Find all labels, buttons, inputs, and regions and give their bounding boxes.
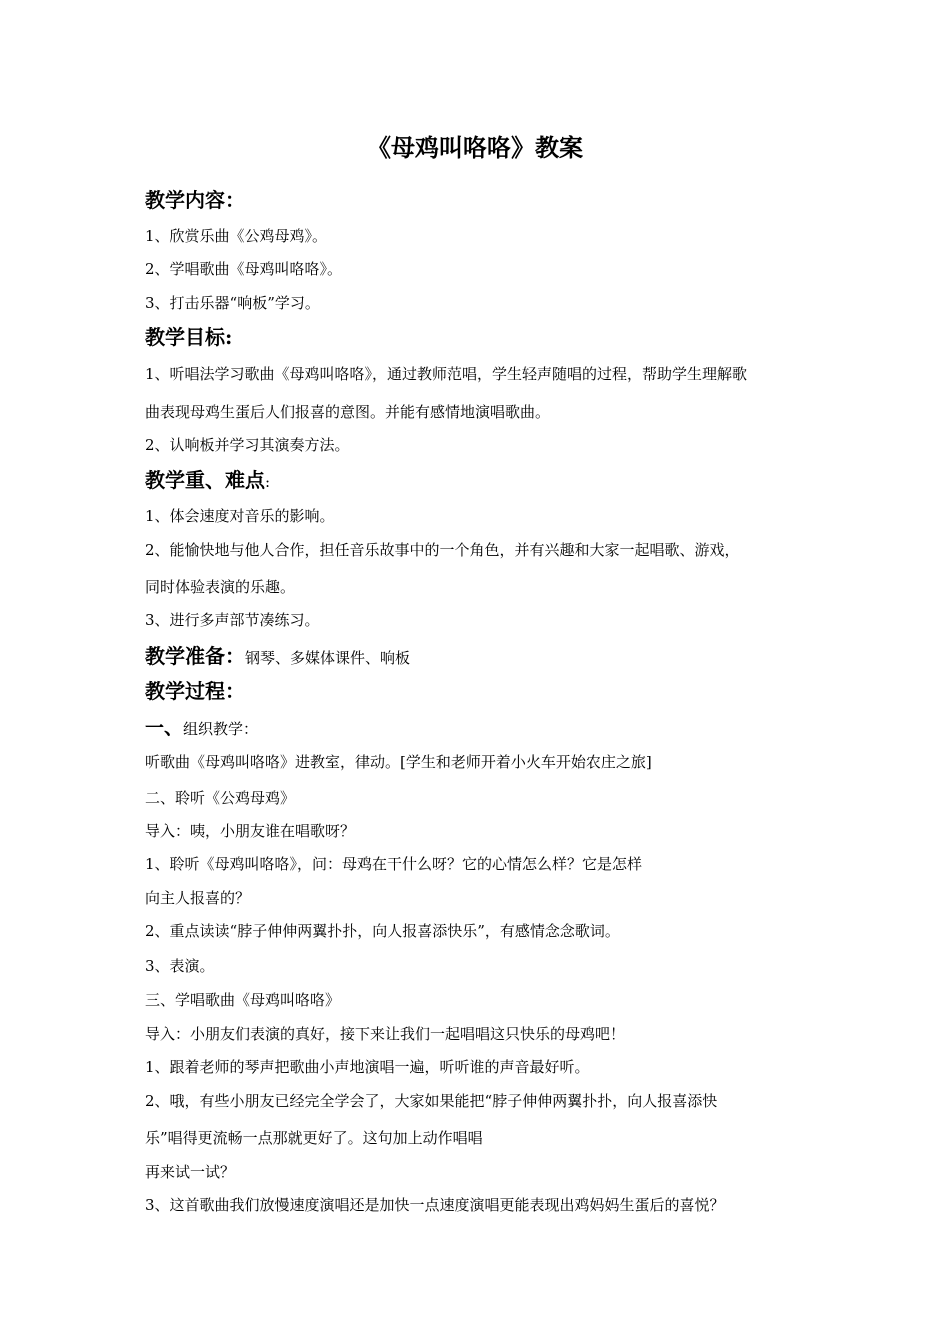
process-line: 3、这首歌曲我们放慢速度演唱还是加快一点速度演唱更能表现出鸡妈妈生蛋后的喜悦？ — [145, 1196, 725, 1214]
goal-line: 曲表现母鸡生蛋后人们报喜的意图。并能有感情地演唱歌曲。 — [145, 403, 551, 421]
process-line: 向主人报喜的？ — [145, 889, 251, 907]
key-point-line: 1、体会速度对音乐的影响。 — [145, 507, 335, 525]
process-line: 3、表演。 — [145, 957, 215, 975]
heading-teaching-goals: 教学目标: — [145, 325, 233, 349]
document-title: 《母鸡叫咯咯》教案 — [367, 133, 583, 162]
step-1-mark: 一、 — [145, 717, 184, 739]
heading-teaching-process: 教学过程： — [145, 679, 245, 703]
process-line: 再来试一试？ — [145, 1163, 236, 1181]
process-line: 二、聆听《公鸡母鸡》 — [145, 789, 296, 807]
process-line: 三、学唱歌曲《母鸡叫咯咯》 — [145, 991, 341, 1009]
heading-teaching-content: 教学内容： — [145, 188, 245, 212]
goal-line: 1、听唱法学习歌曲《母鸡叫咯咯》，通过教师范唱，学生轻声随唱的过程，帮助学生理解歌 — [145, 365, 748, 383]
preparation-text: 钢琴、多媒体课件、响板 — [245, 649, 411, 667]
process-line: 2、重点读读“脖子伸伸两翼扑扑，向人报喜添快乐”，有感情念念歌词。 — [145, 922, 620, 940]
key-points-heading-colon: : — [265, 473, 271, 491]
heading-preparation: 教学准备： — [145, 644, 245, 668]
process-line: 1、跟着老师的琴声把歌曲小声地演唱一遍，听听谁的声音最好听。 — [145, 1058, 590, 1076]
content-item: 3、打击乐器“响板”学习。 — [145, 294, 320, 312]
process-line: 1、聆听《母鸡叫咯咯》，问：母鸡在干什么呀？它的心情怎么样？它是怎样 — [145, 855, 643, 873]
content-item: 1、欣赏乐曲《公鸡母鸡》。 — [145, 227, 328, 245]
process-line: 导入：小朋友们表演的真好，接下来让我们一起唱唱这只快乐的母鸡吧！ — [145, 1025, 626, 1043]
key-point-line: 3、进行多声部节凑练习。 — [145, 611, 320, 629]
goal-line: 2、认响板并学习其演奏方法。 — [145, 436, 350, 454]
process-line: 乐”唱得更流畅一点那就更好了。这句加上动作唱唱 — [145, 1129, 483, 1147]
process-line: 2、哦，有些小朋友已经完全学会了，大家如果能把“脖子伸伸两翼扑扑，向人报喜添快 — [145, 1092, 718, 1110]
step-1-label: 组织教学： — [183, 720, 259, 738]
key-point-line: 同时体验表演的乐趣。 — [145, 578, 296, 596]
key-points-heading-text: 教学重、难点 — [145, 468, 265, 492]
process-line: 导入：咦，小朋友谁在唱歌呀？ — [145, 822, 356, 840]
process-step-1 — [145, 716, 815, 741]
preparation-line — [145, 641, 815, 671]
heading-key-points — [145, 465, 815, 497]
key-point-line: 2、能愉快地与他人合作，担任音乐故事中的一个角色，并有兴趣和大家一起唱歌、游戏， — [145, 541, 740, 559]
content-item: 2、学唱歌曲《母鸡叫咯咯》。 — [145, 260, 343, 278]
process-line: 听歌曲《母鸡叫咯咯》进教室，律动。[学生和老师开着小火车开始农庄之旅] — [145, 753, 652, 771]
